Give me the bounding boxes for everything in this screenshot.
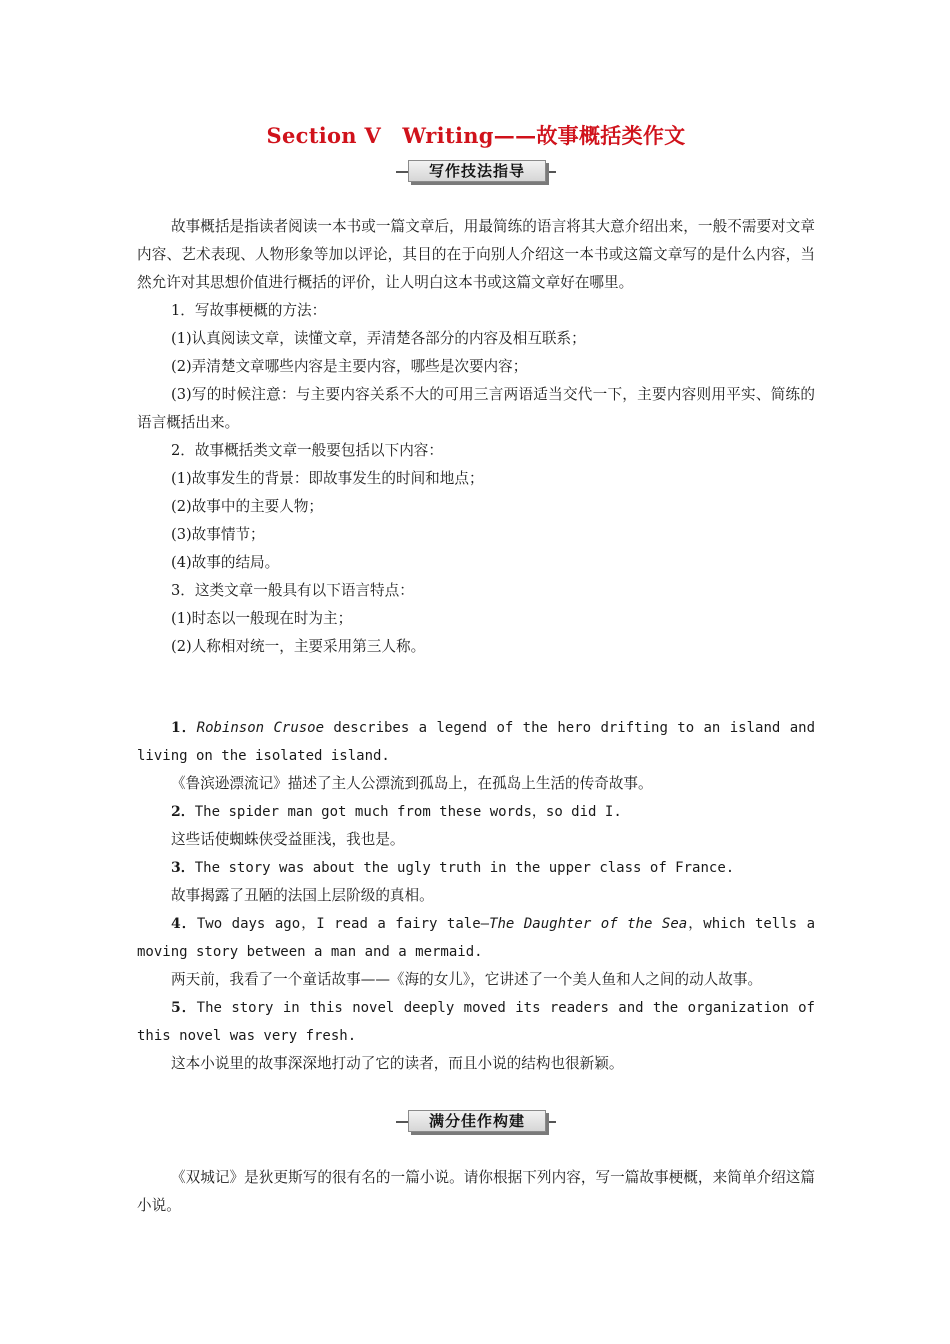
contents-heading: 2．故事概括类文章一般要包括以下内容： — [171, 442, 443, 459]
technique-section — [137, 213, 815, 661]
example-english: 1．Robinson Crusoe describes a legend of the hero drifting to an island and living on the isolated island. — [137, 720, 815, 764]
method-item: (2)弄清楚文章哪些内容是主要内容，哪些是次要内容； — [171, 358, 528, 375]
example-english: 3．The story was about the ugly truth in the upper class of France. — [171, 860, 735, 876]
section-banner-writing-tips — [137, 160, 815, 184]
example-chinese: 《鲁滨逊漂流记》描述了主人公漂流到孤岛上，在孤岛上生活的传奇故事。 — [171, 775, 653, 792]
banner-label: 满分佳作构建 — [408, 1110, 546, 1132]
contents-item: (3)故事情节； — [171, 526, 265, 543]
page-title: Section Ⅴ Writing——故事概括类作文 — [266, 123, 686, 148]
example-chinese: 两天前，我看了一个童话故事——《海的女儿》，它讲述了一个美人鱼和人之间的动人故事。 — [171, 971, 763, 988]
example-sentences — [137, 714, 815, 1078]
example-english: 4．Two days ago，I read a fairy tale—The Daughter of the Sea，which tells a moving story between a man and a mermaid. — [137, 916, 816, 960]
contents-item: (1)故事发生的背景：即故事发生的时间和地点； — [171, 470, 484, 487]
intro-paragraph: 故事概括是指读者阅读一本书或一篇文章后，用最简练的语言将其大意介绍出来，一般不需要对文章内容、艺术表现、人物形象等加以评论，其目的在于向别人介绍这一本书或这篇文章写的是什么内容，当然允许对其思想价值进行概括的评价，让人明白这本书或这篇文章好在哪里。 — [137, 218, 815, 291]
method-item: (3)写的时候注意：与主要内容关系不大的可用三言两语适当交代一下，主要内容则用平实、简练的语言概括出来。 — [137, 386, 815, 431]
features-heading: 3．这类文章一般具有以下语言特点： — [171, 582, 414, 599]
features-item: (1)时态以一般现在时为主； — [171, 610, 353, 627]
method-item: (1)认真阅读文章，读懂文章，弄清楚各部分的内容及相互联系； — [171, 330, 586, 347]
section-banner-model-essay — [137, 1110, 815, 1134]
features-item: (2)人称相对统一，主要采用第三人称。 — [171, 638, 426, 655]
method-heading: 1．写故事梗概的方法： — [171, 302, 327, 319]
example-chinese: 这些话使蜘蛛侠受益匪浅，我也是。 — [171, 831, 405, 848]
contents-item: (4)故事的结局。 — [171, 554, 280, 571]
task-paragraph: 《双城记》是狄更斯写的很有名的一篇小说。请你根据下列内容，写一篇故事梗概，来简单介绍这篇小说。 — [137, 1169, 815, 1214]
example-english: 5．The story in this novel deeply moved its readers and the organization of this novel was very fresh. — [137, 1000, 815, 1044]
example-chinese: 故事揭露了丑陋的法国上层阶级的真相。 — [171, 887, 434, 904]
banner-label: 写作技法指导 — [408, 160, 546, 182]
contents-item: (2)故事中的主要人物； — [171, 498, 324, 515]
writing-task — [137, 1164, 815, 1220]
example-chinese: 这本小说里的故事深深地打动了它的读者，而且小说的结构也很新颖。 — [171, 1055, 624, 1072]
example-english: 2．The spider man got much from these words，so did I. — [171, 804, 622, 820]
